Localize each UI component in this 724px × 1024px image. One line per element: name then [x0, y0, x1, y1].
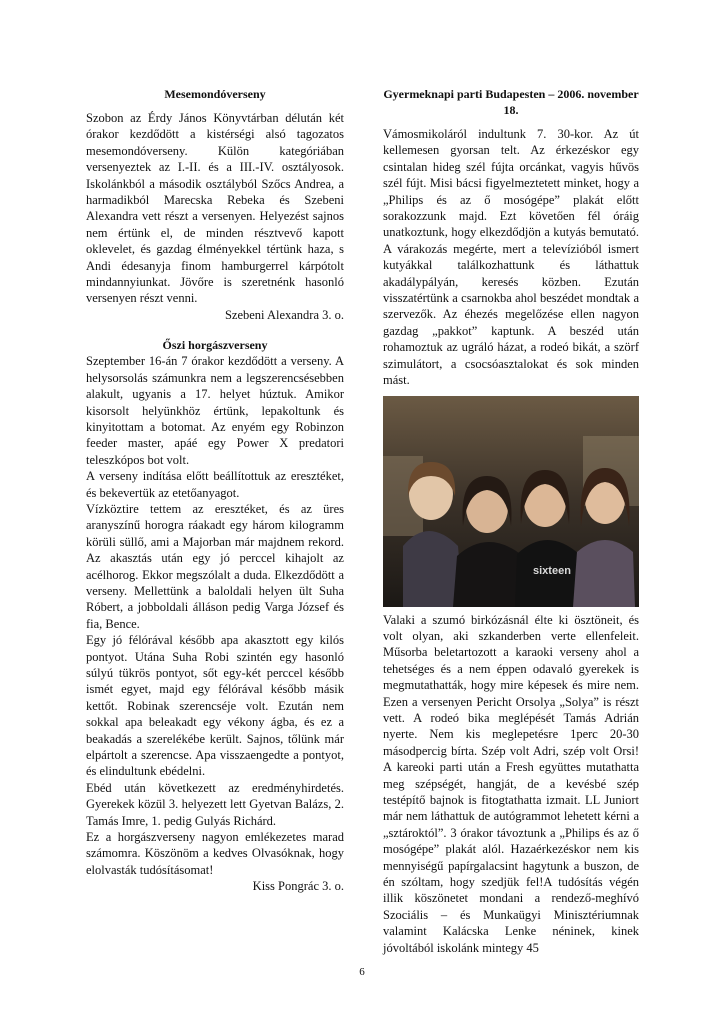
- article-paragraph: Szobon az Érdy János Könyvtárban délután két órakor kezdődött a kistérségi alsó tagozatos mesemondóverseny. Külön kategóriában versenyeztek az I.-II. és a III.-IV. osztályosok. Iskolánkból a második osztályból Szőcs Andrea, a harmadikból Marecska Rebeka és Szebeni Alexandra vett részt a versenyen. Helyezést sajnos nem értünk el, de minden résztvevő kapott oklevelet, és gazdag élményekkel tértünk haza, s Andi édesanyja finom hamburgerrel kárpótolt mindannyiunkat. Jövőre is szeretnénk hasonló versenyen részt venni.: [86, 111, 344, 306]
- article-title: Őszi horgászverseny: [162, 338, 268, 353]
- article-paragraph: Vízköztire tettem az eresztéket, és az üres aranyszínű horogra ráakadt egy három kilogramm körüli süllő, ami a Majorban már majdnem rekord. Az akasztás után egy jó perccel kihajolt az acélhorog. Ekkor megszólalt a duda. Elkezdődött a verseny. Mellettünk a baloldali helyen ült Suha Róbert, a jobboldali álláson pedig Varga József és fia, Bence.: [86, 501, 344, 631]
- right-column: [383, 86, 639, 956]
- article-paragraph: Vámosmikoláról indultunk 7. 30-kor. Az út kellemesen gyorsan telt. Az érkezéskor egy csintalan hideg szél fújta orcánkat, vagyis hűvös szél fújt. Misi bácsi figyelmeztetett minket, hogy a „Philips és az ő mosógépe” plakát előtt sorakozzunk majd. Ezt követően fél óráig unatkoztunk, hogy elkezdődjön a kutyás bemutató. A várakozás megérte, mert a televízióból ismert kutyákkal találkozhattunk és láthattuk akadálypályán, keresés közben. Ezután visszatértünk a csarnokba ahol beszédet mondtak a szervezők. Az éhezés megelőzése ellen nagyon gazdag „pakkot” kaptunk. A beszéd után rohamoztuk az ugráló házat, a rodeó bikát, a szörf szimulátort, a csocsóasztalokat és sok minden mást.: [383, 127, 639, 388]
- article-title: Mesemondóverseny: [164, 87, 266, 101]
- article-paragraph: Szeptember 16-án 7 órakor kezdődött a verseny. A helysorsolás számunkra nem a legszerencsésebben alakult, ugyanis a 17. helyet húztuk. Amikor kisorsolt helyünkhöz értünk, lepakoltunk és kinyitottam a botomat. Az enyém egy Robinzon feeder master, apáé egy Power X predatori teleszkópos bot volt.: [86, 354, 344, 467]
- shirt-print: sixteen: [533, 564, 571, 577]
- article-gyermeknap: [383, 86, 639, 956]
- article-author: Kiss Pongrác 3. o.: [252, 879, 344, 894]
- article-paragraph: Valaki a szumó birkózásnál élte ki ösztöneit, és volt olyan, aki szkanderben verte ellenfeleit. Műsorba beletartozott a karaoki verseny ahol a tehetséges és a nem éppen odavaló gyerekek is megmutathatták, hogy mire képesek és mire nem. Ezen a versenyen Pericht Orsolya „Solya” is részt vett. A rodeó bika meglépését Tamás Adrián nyerte. Nem kis meglepetésre 1perc 20-30 másodpercig bírta. Szép volt Adri, szép volt Orsi! A kareoki parti után a Fresh együttes mutathatta meg szépségét, hangját, de a kevésbé szép testépítő bajnok is fitogtathatta izmait. LL Juniort már nem láthattuk de autógrammot lehetett kérni a „sztároktól”. 3 órakor távoztunk a „Philips és az ő mosógépe” plakát alól. Hazaérkezéskor nem kis mennyiségű papírgalacsint hagytunk a buszon, de én szóltam, hogy szedjük fel!A tudósítás végén illik köszönetet mondani a rendező-meghívó Szociális – és Munkaügyi Minisztériumnak valamint Kalácska Lenke néninek, kinek jóvoltából iskolánk mintegy 45: [383, 612, 639, 955]
- page-number: 6: [359, 966, 365, 978]
- left-column: [86, 86, 344, 895]
- group-photo-icon: [383, 396, 639, 607]
- group-photo: [383, 396, 639, 607]
- article-paragraph: Egy jó félórával később apa akasztott egy kilós pontyot. Utána Suha Robi szintén egy hasonló súlyú tükrös pontyot, sőt egy-két perccel később ismét egyet, majd egy félórával később másik kettőt. Robinak szerencséje volt. Ezután nem sokkal apa beleakadt egy vékony ágba, és ez a beakadás a szerelékébe került. Sajnos, tőlünk már elpártolt a szerencse. Apa visszaengedte a pontyot, és elindultunk ebédelni.: [86, 633, 344, 779]
- article-horgaszverseny: [86, 337, 344, 894]
- article-mesemondo: [86, 86, 344, 323]
- article-title: Gyermeknapi parti Budapesten – 2006. november 18.: [383, 87, 639, 117]
- article-author: Szebeni Alexandra 3. o.: [224, 307, 344, 322]
- article-paragraph: Ez a horgászverseny nagyon emlékezetes marad számomra. Köszönöm a kedves Olvasóknak, hogy elolvasták tudósításomat!: [86, 830, 344, 877]
- article-paragraph: A verseny indítása előtt beállítottuk az eresztéket, és bekevertük az etetőanyagot.: [86, 469, 344, 500]
- article-paragraph: Ebéd után következett az eredményhirdetés. Gyerekek közül 3. helyezett lett Gyetvan Balázs, 2. Tamás Imre, 1. pedig Gulyás Richárd.: [86, 780, 344, 828]
